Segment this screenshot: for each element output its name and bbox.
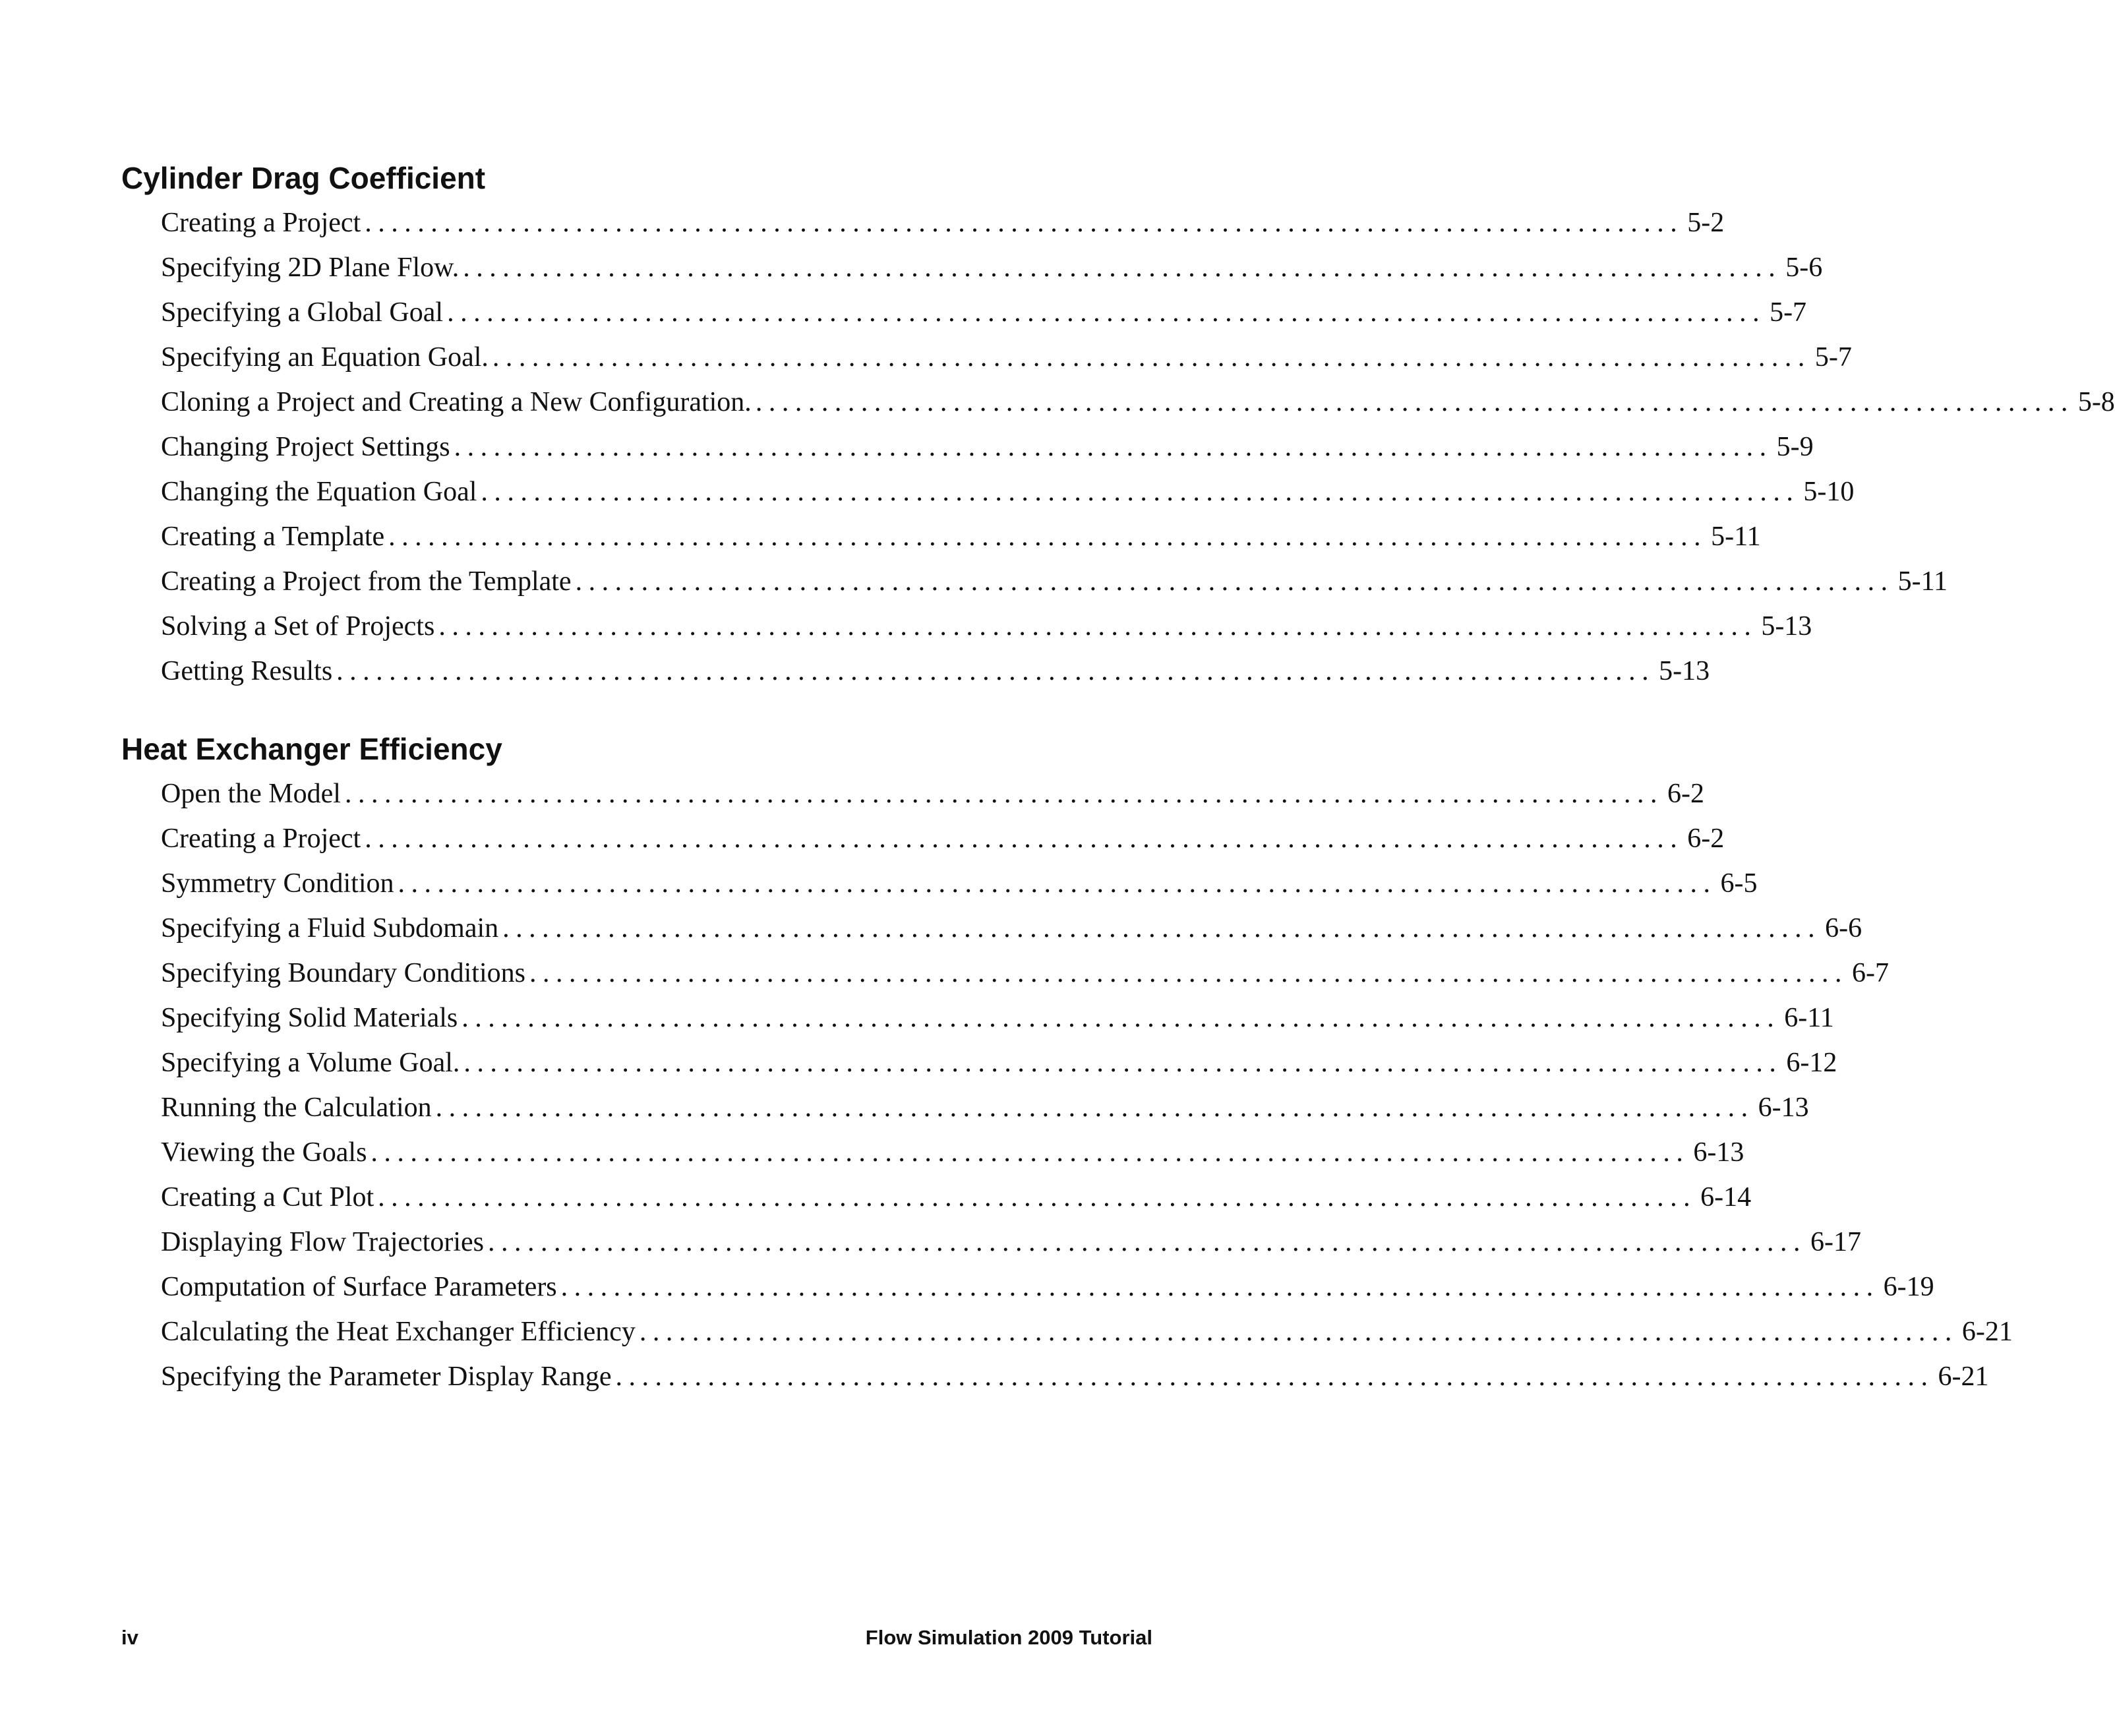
toc-entry[interactable] bbox=[161, 472, 1855, 512]
toc-entry-page: 5-2 bbox=[1687, 208, 1725, 238]
toc-entry[interactable] bbox=[161, 1088, 1809, 1127]
section-heading: Cylinder Drag Coefficient bbox=[121, 161, 486, 195]
toc-entry[interactable] bbox=[161, 338, 1852, 377]
dot-leader: .................................................................................................... bbox=[463, 1048, 1783, 1078]
toc-entry-page: 6-21 bbox=[1961, 1317, 2013, 1347]
dot-leader: .................................................................................................... bbox=[435, 1092, 1754, 1123]
toc-entry-page: 6-6 bbox=[1825, 913, 1862, 943]
dot-leader: .................................................................................................... bbox=[398, 868, 1717, 899]
dot-leader: .................................................................................................... bbox=[462, 1003, 1781, 1033]
toc-entry-title: Changing Project Settings bbox=[161, 432, 450, 462]
toc-entry[interactable] bbox=[161, 998, 1834, 1038]
toc-entry-title: Creating a Project bbox=[161, 823, 361, 854]
toc-entry-title: Symmetry Condition bbox=[161, 868, 394, 899]
dot-leader: .................................................................................................... bbox=[336, 656, 1655, 686]
toc-entry[interactable] bbox=[161, 819, 1725, 858]
toc-entry-page: 5-7 bbox=[1770, 297, 1807, 328]
toc-entry[interactable] bbox=[161, 909, 1862, 948]
dot-leader: .................................................................................................... bbox=[371, 1137, 1690, 1168]
dot-leader: .................................................................................................... bbox=[454, 432, 1773, 462]
toc-entry[interactable] bbox=[161, 203, 1725, 243]
toc-entry-page: 6-2 bbox=[1667, 779, 1704, 809]
dot-leader: .................................................................................................... bbox=[575, 566, 1894, 597]
toc-entry-title: Specifying a Volume Goal. bbox=[161, 1048, 460, 1078]
toc-entry[interactable] bbox=[161, 1357, 1989, 1396]
toc-entry[interactable] bbox=[161, 1043, 1837, 1083]
toc-entry[interactable] bbox=[161, 1222, 1861, 1262]
toc-entry-page: 5-9 bbox=[1776, 432, 1814, 462]
toc-entry[interactable] bbox=[161, 293, 1807, 332]
toc-entry-page: 6-13 bbox=[1758, 1092, 1809, 1123]
toc-entry-title: Running the Calculation bbox=[161, 1092, 432, 1123]
toc-entry[interactable] bbox=[161, 774, 1704, 814]
toc-entry-page: 5-6 bbox=[1785, 253, 1823, 283]
toc-entry-page: 5-11 bbox=[1897, 566, 1948, 597]
toc-entry-page: 6-12 bbox=[1786, 1048, 1837, 1078]
dot-leader: .................................................................................................... bbox=[755, 387, 2074, 417]
toc-entry-title: Creating a Cut Plot bbox=[161, 1182, 374, 1212]
toc-entry-title: Calculating the Heat Exchanger Efficiency bbox=[161, 1317, 636, 1347]
toc-entry-title: Specifying a Global Goal bbox=[161, 297, 444, 328]
toc-entry-title: Specifying Solid Materials bbox=[161, 1003, 458, 1033]
toc-entry-title: Specifying a Fluid Subdomain bbox=[161, 913, 499, 943]
toc-entry[interactable] bbox=[161, 1133, 1744, 1172]
dot-leader: .................................................................................................... bbox=[463, 253, 1782, 283]
toc-entry-page: 6-5 bbox=[1720, 868, 1758, 899]
toc-entry-title: Cloning a Project and Creating a New Configuration. bbox=[161, 387, 752, 417]
toc-entry[interactable] bbox=[161, 517, 1761, 556]
toc-entry-page: 5-11 bbox=[1711, 522, 1761, 552]
dot-leader: .................................................................................................... bbox=[481, 477, 1800, 507]
toc-entry-page: 6-11 bbox=[1784, 1003, 1834, 1033]
toc-entry-page: 5-8 bbox=[2077, 387, 2115, 417]
toc-entry-page: 6-19 bbox=[1883, 1272, 1934, 1302]
toc-entry-page: 6-14 bbox=[1700, 1182, 1752, 1212]
dot-leader: .................................................................................................... bbox=[365, 823, 1684, 854]
dot-leader: .................................................................................................... bbox=[378, 1182, 1697, 1212]
toc-entry-title: Computation of Surface Parameters bbox=[161, 1272, 557, 1302]
toc-entry-title: Creating a Template bbox=[161, 522, 385, 552]
toc-entry-page: 6-7 bbox=[1851, 958, 1889, 988]
toc-entry-page: 5-7 bbox=[1814, 342, 1852, 373]
toc-entry-title: Open the Model bbox=[161, 779, 341, 809]
footer-book-title: Flow Simulation 2009 Tutorial bbox=[865, 1626, 1152, 1649]
dot-leader: .................................................................................................... bbox=[344, 779, 1663, 809]
toc-entry-page: 6-21 bbox=[1938, 1362, 1989, 1392]
toc-entry-page: 6-17 bbox=[1810, 1227, 1861, 1257]
toc-entry-page: 5-10 bbox=[1803, 477, 1855, 507]
toc-entry-page: 6-13 bbox=[1693, 1137, 1744, 1168]
toc-entry-title: Specifying an Equation Goal. bbox=[161, 342, 489, 373]
toc-entry-page: 5-13 bbox=[1761, 611, 1812, 642]
dot-leader: .................................................................................................... bbox=[529, 958, 1848, 988]
toc-entry-title: Specifying 2D Plane Flow. bbox=[161, 253, 460, 283]
dot-leader: .................................................................................................... bbox=[388, 522, 1708, 552]
toc-entry-title: Displaying Flow Trajectories bbox=[161, 1227, 484, 1257]
dot-leader: .................................................................................................... bbox=[560, 1272, 1880, 1302]
toc-entry-title: Specifying the Parameter Display Range bbox=[161, 1362, 612, 1392]
toc-entry[interactable] bbox=[161, 1312, 2013, 1352]
toc-entry-title: Viewing the Goals bbox=[161, 1137, 367, 1168]
dot-leader: .................................................................................................... bbox=[639, 1317, 1958, 1347]
toc-entry[interactable] bbox=[161, 427, 1814, 467]
dot-leader: .................................................................................................... bbox=[502, 913, 1822, 943]
toc-entry[interactable] bbox=[161, 864, 1758, 903]
footer-page-number: iv bbox=[121, 1626, 138, 1649]
toc-entry[interactable] bbox=[161, 1267, 1934, 1307]
toc-entry[interactable] bbox=[161, 248, 1823, 287]
dot-leader: .................................................................................................... bbox=[447, 297, 1766, 328]
section-heading: Heat Exchanger Efficiency bbox=[121, 732, 502, 766]
dot-leader: .................................................................................................... bbox=[615, 1362, 1934, 1392]
toc-entry[interactable] bbox=[161, 1178, 1752, 1217]
dot-leader: .................................................................................................... bbox=[492, 342, 1811, 373]
toc-entry[interactable] bbox=[161, 953, 1889, 993]
toc-entry[interactable] bbox=[161, 382, 2115, 422]
dot-leader: .................................................................................................... bbox=[365, 208, 1684, 238]
dot-leader: .................................................................................................... bbox=[488, 1227, 1806, 1257]
toc-entry-title: Solving a Set of Projects bbox=[161, 611, 435, 642]
toc-entry-title: Specifying Boundary Conditions bbox=[161, 958, 525, 988]
toc-entry[interactable] bbox=[161, 607, 1812, 646]
toc-entry-title: Creating a Project from the Template bbox=[161, 566, 572, 597]
toc-entry-page: 6-2 bbox=[1687, 823, 1725, 854]
toc-entry[interactable] bbox=[161, 562, 1948, 601]
dot-leader: .................................................................................................... bbox=[438, 611, 1758, 642]
toc-entry-title: Getting Results bbox=[161, 656, 333, 686]
toc-entry-page: 5-13 bbox=[1659, 656, 1710, 686]
toc-entry-title: Changing the Equation Goal bbox=[161, 477, 477, 507]
toc-entry[interactable] bbox=[161, 651, 1710, 691]
toc-entry-title: Creating a Project bbox=[161, 208, 361, 238]
